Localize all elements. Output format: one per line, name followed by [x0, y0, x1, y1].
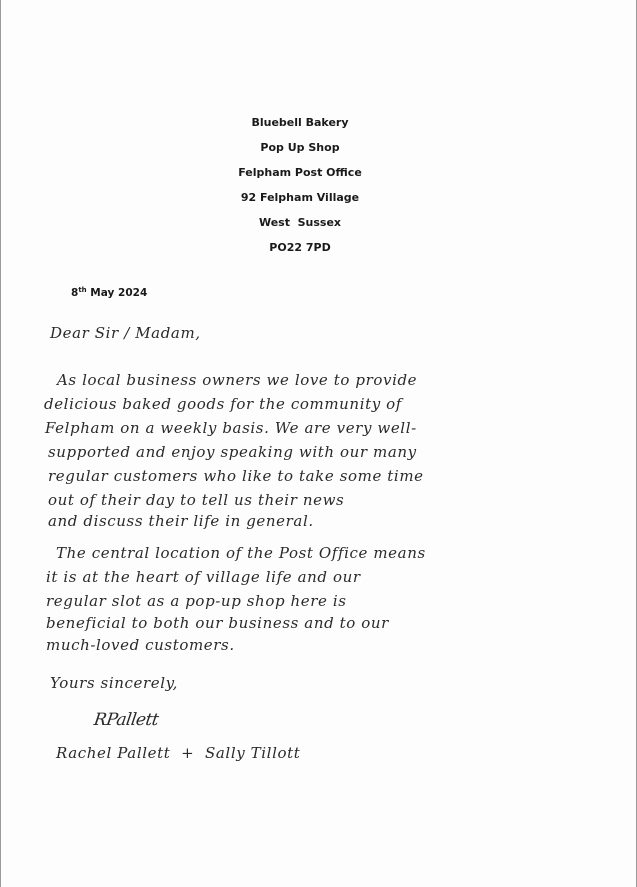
address-line-shop: Pop Up Shop: [260, 141, 340, 154]
paragraph-2-line: beneficial to both our business and to our: [46, 614, 389, 632]
paragraph-1-line: delicious baked goods for the community of: [44, 395, 402, 413]
paragraph-2-line: much-loved customers.: [46, 636, 235, 654]
signatory-names: Rachel Pallett + Sally Tillott: [56, 744, 301, 762]
address-line-business: Bluebell Bakery: [251, 116, 349, 129]
paragraph-1-line: out of their day to tell us their news: [48, 491, 345, 509]
address-line-postcode: PO22 7PD: [269, 241, 331, 254]
paragraph-2-line: The central location of the Post Office means: [56, 544, 426, 562]
letter-date: [71, 286, 147, 299]
address-line-county: West Sussex: [258, 216, 342, 229]
address-line-street: 92 Felpham Village: [240, 191, 360, 204]
paragraph-1-line: and discuss their life in general.: [48, 512, 314, 530]
paragraph-1-line: As local business owners we love to provide: [57, 371, 418, 389]
address-line-venue: Felpham Post Office: [238, 166, 362, 179]
paragraph-2-line: regular slot as a pop-up shop here is: [46, 592, 347, 610]
handwritten-signature: RPallett: [92, 710, 160, 730]
closing: Yours sincerely,: [50, 674, 179, 692]
date-suffix: th: [78, 286, 87, 294]
date-month-year: May 2024: [86, 287, 148, 299]
paragraph-2-line: it is at the heart of village life and our: [46, 568, 361, 586]
paragraph-1-line: regular customers who like to take some time: [48, 467, 424, 485]
date-day: 8: [71, 287, 79, 299]
sender-address: [0, 110, 600, 260]
salutation: Dear Sir / Madam,: [50, 324, 201, 342]
paragraph-1-line: supported and enjoy speaking with our many: [48, 443, 417, 461]
paragraph-1-line: Felpham on a weekly basis. We are very well-: [45, 419, 417, 437]
